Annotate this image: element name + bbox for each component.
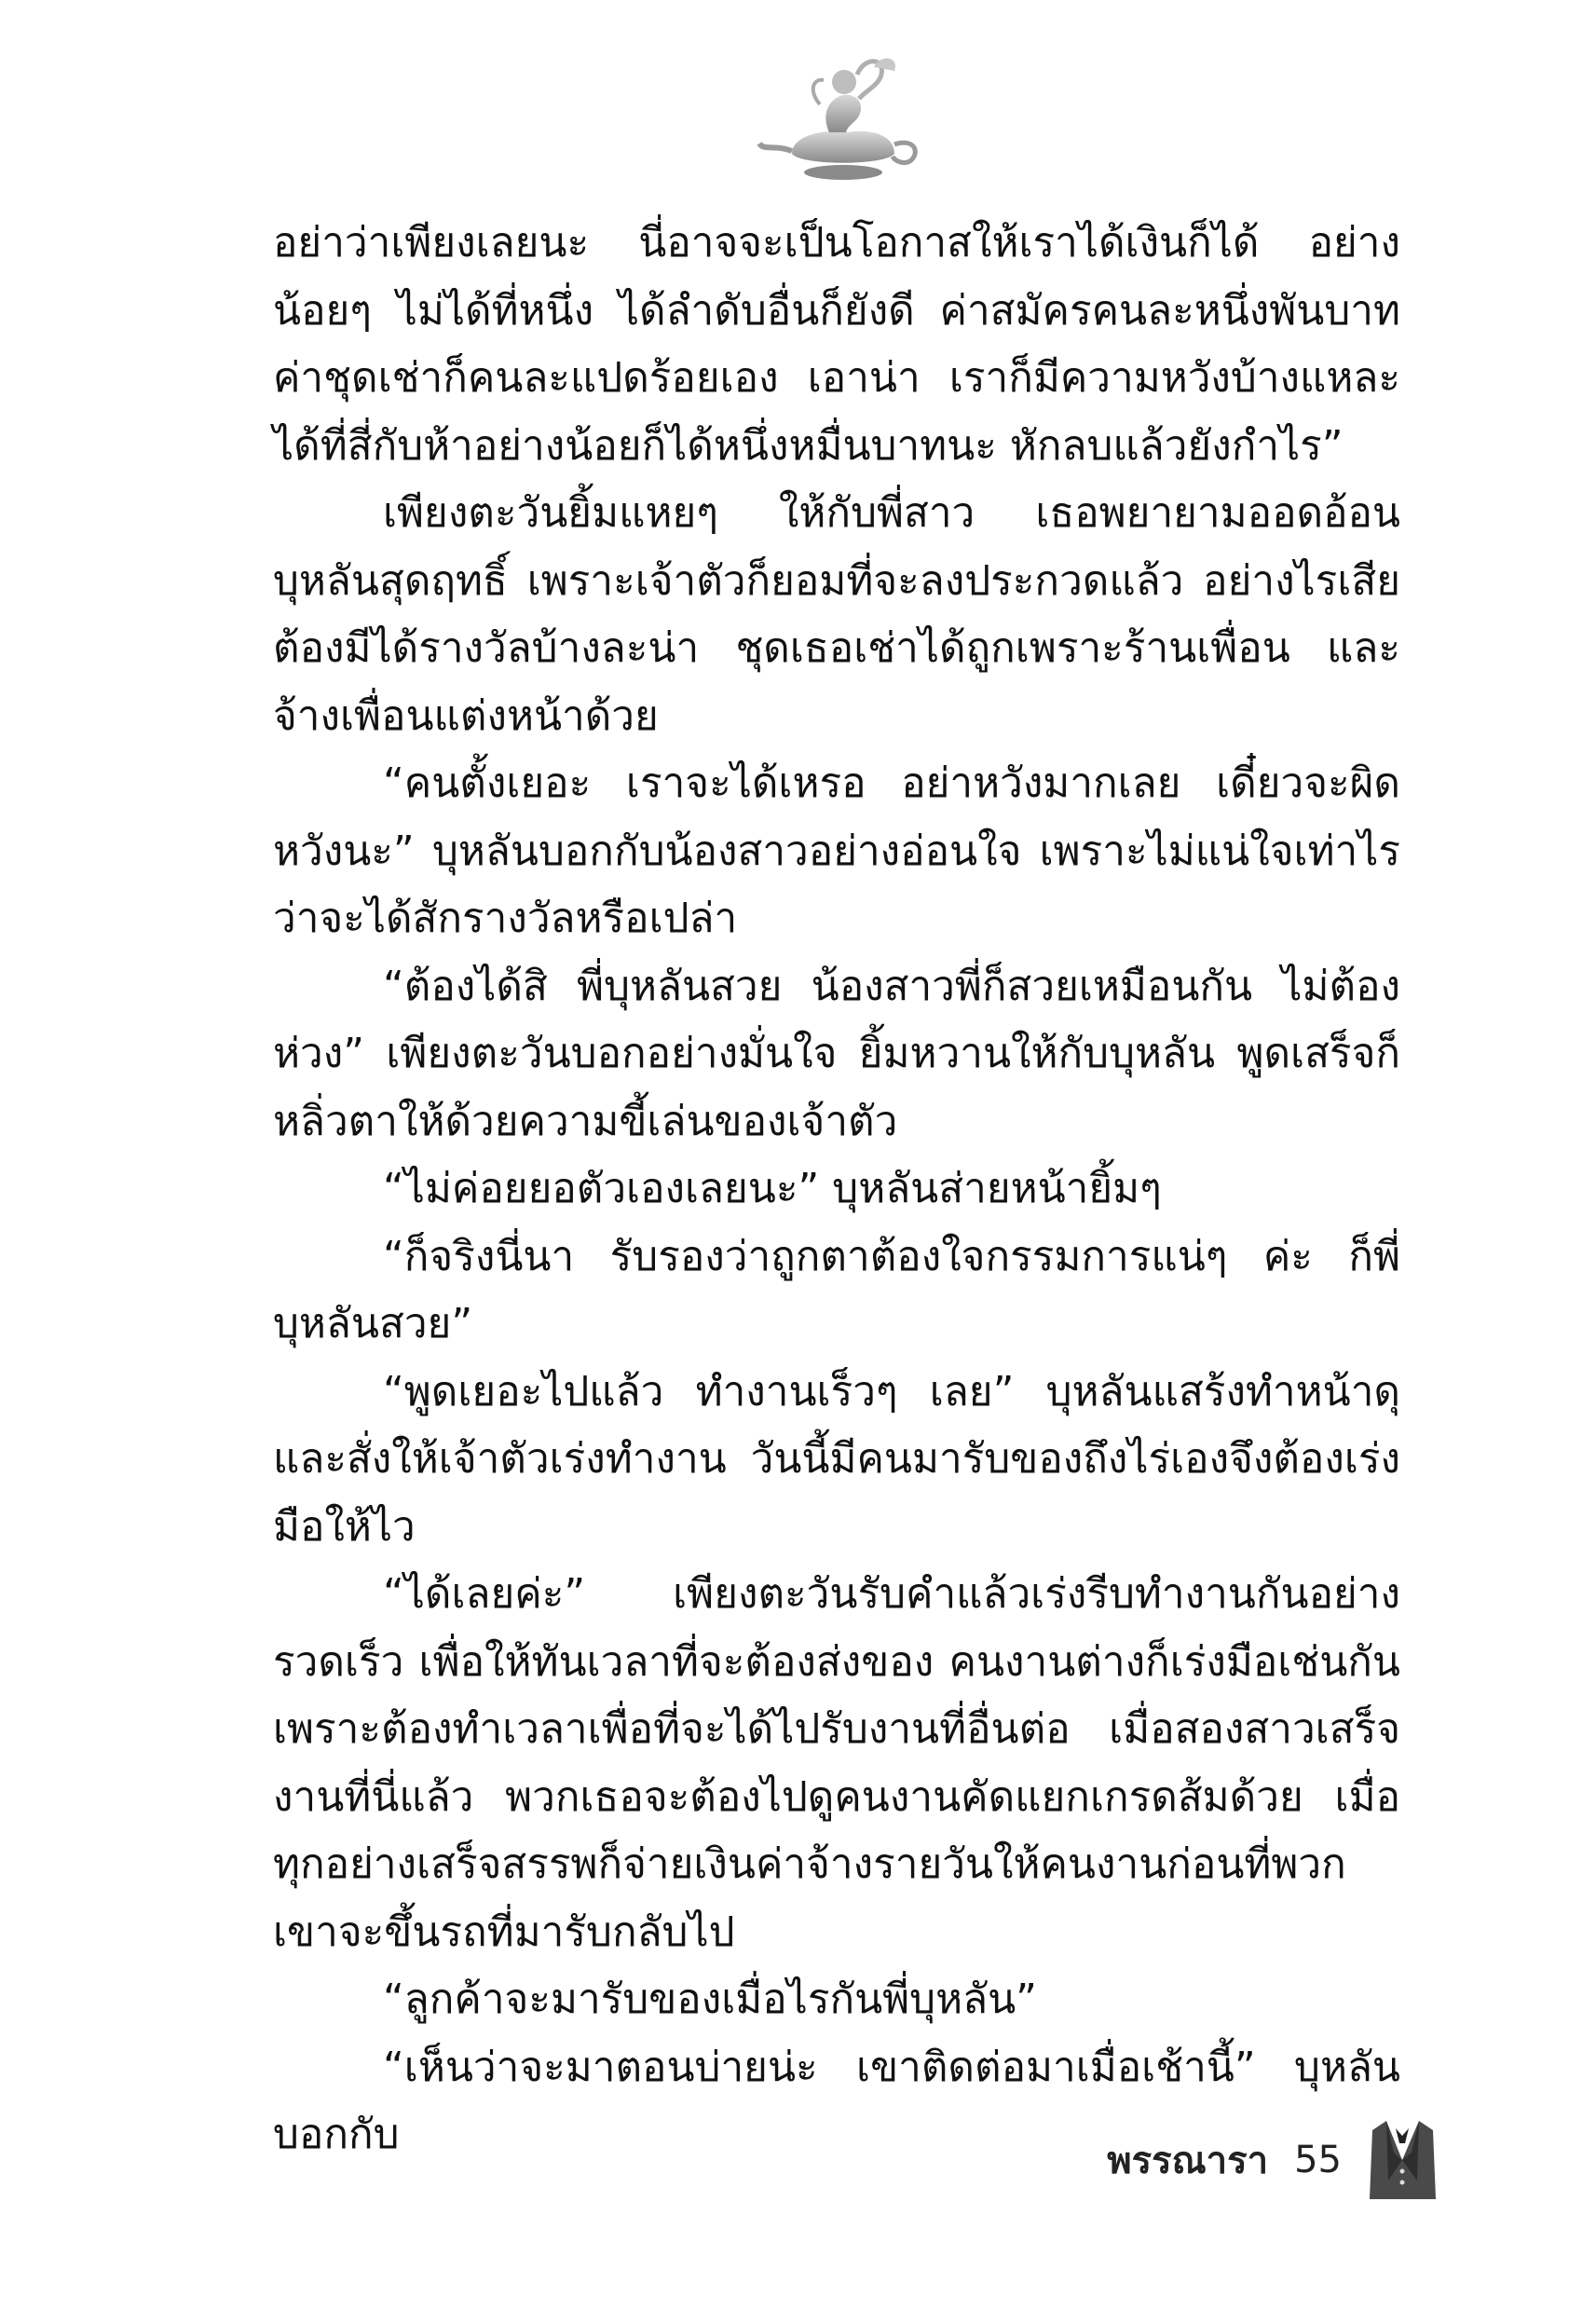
paragraph-2: เพียงตะวันยิ้มแหยๆ ให้กับพี่สาว เธอพยายามออดอ้อนบุหลันสุดฤทธิ์ เพราะเจ้าตัวก็ยอมที่จะลงประกวดแล้ว อย่างไรเสียต้องมีได้รางวัลบ้างละน่า ชุดเธอเช่าได้ถูกเพราะร้านเพื่อน และจ้างเพื่อนแต่งหน้าด้วย	[273, 489, 1400, 740]
paragraph-8: “ได้เลยค่ะ” เพียงตะวันรับคำแล้วเร่งรีบทำงานกันอย่างรวดเร็ว เพื่อให้ทันเวลาที่จะต้องส่งของ คนงานต่างก็เร่งมือเช่นกันเพราะต้องทำเวลาเพื่อที่จะได้ไปรับงานที่อื่นต่อ เมื่อสองสาวเสร็จงานที่นี่แล้ว พวกเธอจะต้องไปดูคนงานคัดแยกเกรดส้มด้วย เมื่อทุกอย่างเสร็จสรรพก็จ่ายเงินค่าจ้างรายวันให้คนงานก่อนที่พวกเขาจะขึ้นรถที่มารับกลับไป	[273, 1570, 1400, 1956]
paragraph-4: “ต้องได้สิ พี่บุหลันสวย น้องสาวพี่ก็สวยเหมือนกัน ไม่ต้องห่วง” เพียงตะวันบอกอย่างมั่นใจ ยิ้มหวานให้กับบุหลัน พูดเสร็จก็หลิ่วตาให้ด้วยความขี้เล่นของเจ้าตัว	[273, 962, 1400, 1145]
paragraph-5: “ไม่ค่อยยอตัวเองเลยนะ” บุหลันส่ายหน้ายิ้มๆ	[383, 1165, 1162, 1212]
paragraph-1: อย่าว่าเพียงเลยนะ นี่อาจจะเป็นโอกาสให้เราได้เงินก็ได้ อย่างน้อยๆ ไม่ได้ที่หนึ่ง ได้ลำดับอื่นก็ยังดี ค่าสมัครคนละหนึ่งพันบาท ค่าชุดเช่าก็คนละแปดร้อยเอง เอาน่า เราก็มีความหวังบ้างแหละ ได้ที่สี่กับห้าอย่างน้อยก็ได้หนึ่งหมื่นบาทนะ หักลบแล้วยังกำไร”	[273, 219, 1400, 470]
paragraph-7: “พูดเยอะไปแล้ว ทำงานเร็วๆ เลย” บุหลันแสร้งทำหน้าดุ และสั่งให้เจ้าตัวเร่งทำงาน วันนี้มีคนมารับของถึงไร่เองจึงต้องเร่งมือให้ไว	[273, 1367, 1400, 1551]
genie-lamp-ornament-icon	[755, 47, 932, 186]
paragraph-10: “เห็นว่าจะมาตอนบ่ายน่ะ เขาติดต่อมาเมื่อเช้านี้” บุหลันบอกกับ	[273, 2043, 1400, 2158]
paragraph-9: “ลูกค้าจะมารับของเมื่อไรกันพี่บุหลัน”	[383, 1976, 1037, 2023]
page-number: 55	[1294, 2138, 1342, 2181]
paragraph-3: “คนตั้งเยอะ เราจะได้เหรอ อย่าหวังมากเลย เดี๋ยวจะผิดหวังนะ” บุหลันบอกกับน้องสาวอย่างอ่อนใจ เพราะไม่แน่ใจเท่าไรว่าจะได้สักรางวัลหรือเปล่า	[273, 759, 1400, 942]
paragraph-6: “ก็จริงนี่นา รับรองว่าถูกตาต้องใจกรรมการแน่ๆ ค่ะ ก็พี่บุหลันสวย”	[273, 1232, 1400, 1347]
suit-jacket-icon	[1368, 2115, 1438, 2204]
page-footer	[1107, 2115, 1438, 2204]
book-title: พรรณารา	[1107, 2139, 1269, 2182]
body-text	[273, 210, 1400, 2169]
